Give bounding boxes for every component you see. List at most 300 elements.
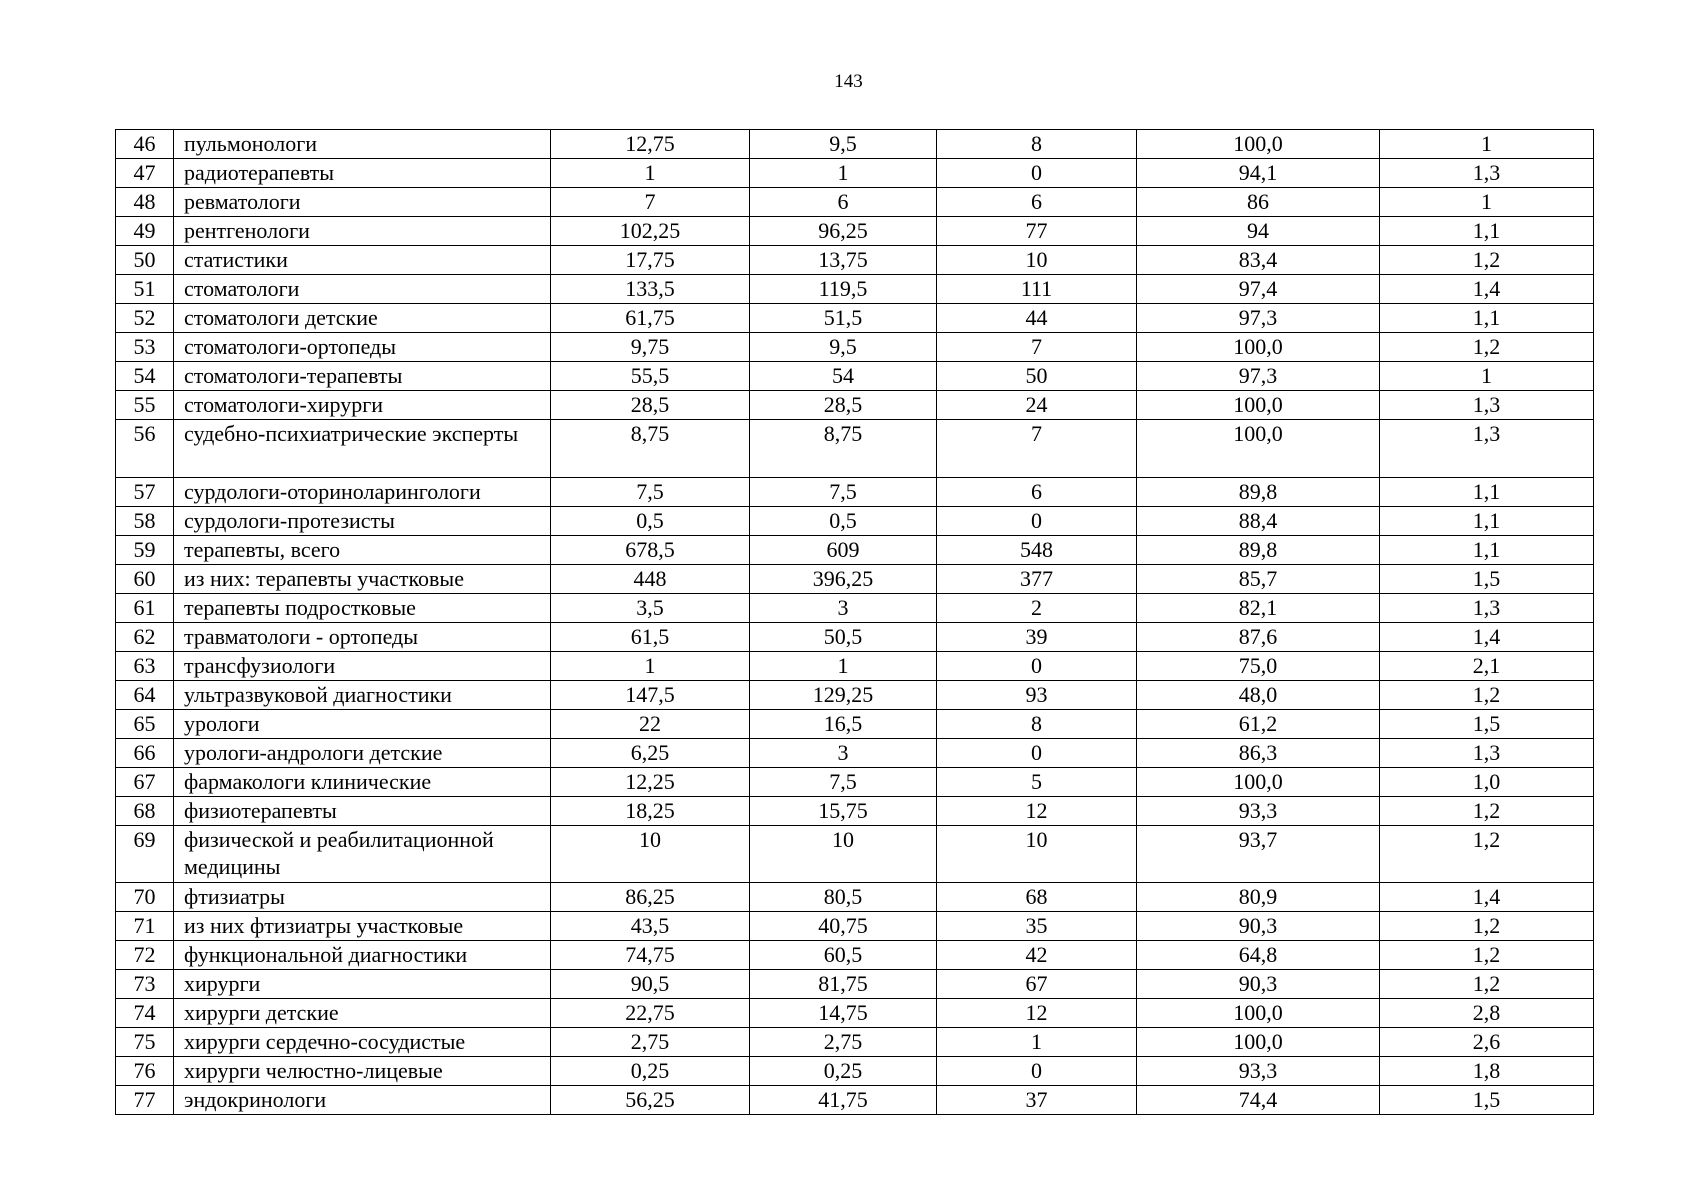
value-col-4: 75,0 <box>1238 652 1278 678</box>
row-number-cell <box>116 275 174 304</box>
value-col-3: 93 <box>1025 681 1048 707</box>
value-col-2: 3 <box>837 739 849 765</box>
value-col-5-cell <box>1380 564 1594 593</box>
value-col-5-cell <box>1380 970 1594 999</box>
value-col-3-cell <box>937 304 1137 333</box>
value-col-1: 12,25 <box>625 768 675 794</box>
value-col-3-cell <box>937 391 1137 420</box>
value-col-4-cell <box>1137 1086 1380 1115</box>
value-col-2-cell <box>750 593 937 622</box>
row-number-cell <box>116 420 174 478</box>
value-col-4-cell <box>1137 217 1380 246</box>
value-col-1-cell <box>551 999 750 1028</box>
value-col-1-cell <box>551 535 750 564</box>
row-number-cell <box>116 159 174 188</box>
value-col-1-cell <box>551 217 750 246</box>
row-number: 64 <box>133 681 156 707</box>
value-col-2-cell <box>750 275 937 304</box>
row-number-cell <box>116 506 174 535</box>
specialty-name-cell <box>174 391 551 420</box>
value-col-4: 97,3 <box>1238 305 1278 330</box>
value-col-3-cell <box>937 333 1137 362</box>
row-number-cell <box>116 651 174 680</box>
value-col-5: 1 <box>1481 131 1492 156</box>
value-col-5-cell <box>1380 1057 1594 1086</box>
value-col-3: 7 <box>1031 334 1042 359</box>
row-number-cell <box>116 1086 174 1115</box>
value-col-3: 6 <box>1031 189 1042 214</box>
table-row <box>116 651 1594 680</box>
value-col-4-cell <box>1137 883 1380 912</box>
value-col-3: 50 <box>1025 363 1048 388</box>
specialty-name-cell <box>174 796 551 825</box>
row-number: 75 <box>133 1029 156 1055</box>
value-col-2: 15,75 <box>818 797 868 823</box>
value-col-5-cell <box>1380 217 1594 246</box>
value-col-1: 7,5 <box>636 478 664 504</box>
value-col-2-cell <box>750 420 937 478</box>
row-number-cell <box>116 593 174 622</box>
value-col-3: 8 <box>1031 131 1042 156</box>
value-col-4: 80,9 <box>1238 884 1278 910</box>
value-col-2: 81,75 <box>818 971 868 997</box>
specialty-name: стоматологи-ортопеды <box>184 334 397 359</box>
value-col-3-cell <box>937 738 1137 767</box>
value-col-4-cell <box>1137 420 1380 478</box>
value-col-2: 96,25 <box>818 218 868 243</box>
value-col-2-cell <box>750 333 937 362</box>
table-row <box>116 130 1594 159</box>
value-col-3: 0 <box>1031 1058 1042 1084</box>
specialty-name: сурдологи-протезисты <box>184 507 395 533</box>
value-col-5-cell <box>1380 796 1594 825</box>
specialty-name: стоматологи детские <box>184 305 378 330</box>
specialty-name: эндокринологи <box>184 1087 327 1113</box>
value-col-2: 119,5 <box>818 276 868 301</box>
specialty-name: сурдологи-оториноларингологи <box>184 478 481 504</box>
value-col-4-cell <box>1137 1028 1380 1057</box>
value-col-4-cell <box>1137 825 1380 883</box>
value-col-1-cell <box>551 593 750 622</box>
row-number: 48 <box>133 189 156 214</box>
value-col-5-cell <box>1380 506 1594 535</box>
value-col-5: 1,2 <box>1472 971 1501 997</box>
value-col-4: 82,1 <box>1238 594 1278 620</box>
value-col-3-cell <box>937 825 1137 883</box>
value-col-3-cell <box>937 883 1137 912</box>
value-col-4: 100,0 <box>1233 334 1283 359</box>
value-col-4: 88,4 <box>1238 507 1278 533</box>
row-number: 55 <box>133 392 156 417</box>
value-col-1-cell <box>551 883 750 912</box>
specialty-name-cell <box>174 564 551 593</box>
value-col-5: 1,3 <box>1472 160 1501 185</box>
value-col-4-cell <box>1137 535 1380 564</box>
specialty-name: травматологи - ортопеды <box>184 623 419 649</box>
value-col-2: 1 <box>837 160 849 185</box>
value-col-1: 6,25 <box>630 739 670 765</box>
value-col-1: 61,5 <box>630 623 670 649</box>
row-number-cell <box>116 680 174 709</box>
specialty-name-cell <box>174 970 551 999</box>
value-col-5: 1,3 <box>1472 739 1501 765</box>
table-row <box>116 275 1594 304</box>
value-col-3: 10 <box>1025 247 1048 272</box>
table-row <box>116 246 1594 275</box>
value-col-3-cell <box>937 1028 1137 1057</box>
value-col-5-cell <box>1380 246 1594 275</box>
value-col-2-cell <box>750 535 937 564</box>
value-col-5: 1,1 <box>1472 478 1501 504</box>
table-row <box>116 1086 1594 1115</box>
value-col-3: 377 <box>1020 565 1053 591</box>
row-number: 57 <box>133 478 156 504</box>
value-col-5: 1,2 <box>1472 247 1501 272</box>
value-col-3: 44 <box>1025 305 1048 330</box>
row-number-cell <box>116 970 174 999</box>
specialty-name-cell <box>174 680 551 709</box>
specialty-name-cell <box>174 130 551 159</box>
table-row <box>116 941 1594 970</box>
table-row <box>116 593 1594 622</box>
value-col-1-cell <box>551 275 750 304</box>
specialty-name-cell <box>174 362 551 391</box>
value-col-5-cell <box>1380 535 1594 564</box>
specialty-name-cell <box>174 1086 551 1115</box>
value-col-5: 1 <box>1481 189 1492 214</box>
row-number: 63 <box>133 652 156 678</box>
value-col-1-cell <box>551 709 750 738</box>
specialty-name-cell <box>174 941 551 970</box>
value-col-5: 1,4 <box>1472 623 1501 649</box>
value-col-5: 1,8 <box>1472 1058 1501 1084</box>
row-number: 70 <box>133 884 156 910</box>
specialty-name-cell <box>174 651 551 680</box>
value-col-5: 1,2 <box>1472 797 1501 823</box>
row-number-cell <box>116 130 174 159</box>
value-col-4: 100,0 <box>1233 768 1283 794</box>
value-col-3-cell <box>937 1057 1137 1086</box>
value-col-3: 10 <box>1025 826 1048 852</box>
value-col-2-cell <box>750 1028 937 1057</box>
row-number: 52 <box>133 305 156 330</box>
value-col-5-cell <box>1380 825 1594 883</box>
value-col-1-cell <box>551 970 750 999</box>
value-col-2-cell <box>750 912 937 941</box>
specialty-name: из них: терапевты участковые <box>184 565 464 591</box>
row-number-cell <box>116 391 174 420</box>
value-col-1-cell <box>551 1086 750 1115</box>
table-row <box>116 709 1594 738</box>
value-col-1: 133,5 <box>625 276 675 301</box>
row-number-cell <box>116 477 174 506</box>
value-col-1: 448 <box>633 565 667 591</box>
value-col-5: 1,2 <box>1472 942 1501 968</box>
row-number-cell <box>116 362 174 391</box>
row-number: 56 <box>133 421 156 446</box>
value-col-1: 9,75 <box>630 334 670 359</box>
table-row <box>116 188 1594 217</box>
value-col-1: 86,25 <box>625 884 675 910</box>
value-col-3-cell <box>937 941 1137 970</box>
value-col-4-cell <box>1137 246 1380 275</box>
value-col-1: 678,5 <box>625 536 675 562</box>
specialty-name-cell <box>174 535 551 564</box>
specialty-name-cell <box>174 709 551 738</box>
value-col-3: 548 <box>1020 536 1053 562</box>
specialty-name-cell <box>174 246 551 275</box>
value-col-2-cell <box>750 1086 937 1115</box>
value-col-1-cell <box>551 159 750 188</box>
value-col-4-cell <box>1137 275 1380 304</box>
specialty-name-cell <box>174 912 551 941</box>
specialty-name: физической и реабилитационной медицины <box>184 826 494 879</box>
value-col-4: 85,7 <box>1238 565 1278 591</box>
value-col-2: 13,75 <box>818 247 868 272</box>
specialty-name: судебно-психиатрические эксперты <box>184 421 519 446</box>
value-col-1: 22 <box>639 710 661 736</box>
value-col-5: 1,2 <box>1472 826 1501 852</box>
value-col-3-cell <box>937 506 1137 535</box>
value-col-4: 100,0 <box>1233 421 1283 446</box>
value-col-3: 6 <box>1031 478 1042 504</box>
row-number-cell <box>116 941 174 970</box>
specialty-name: пульмонологи <box>184 131 317 156</box>
value-col-4: 61,2 <box>1238 710 1278 736</box>
value-col-2-cell <box>750 246 937 275</box>
table-row <box>116 217 1594 246</box>
value-col-3: 24 <box>1025 392 1048 417</box>
value-col-2: 54 <box>832 363 854 388</box>
value-col-4-cell <box>1137 333 1380 362</box>
value-col-2-cell <box>750 651 937 680</box>
specialty-name-cell <box>174 217 551 246</box>
specialty-name-cell <box>174 1057 551 1086</box>
value-col-4: 100,0 <box>1233 1000 1283 1026</box>
table-row <box>116 622 1594 651</box>
value-col-3-cell <box>937 564 1137 593</box>
value-col-3-cell <box>937 420 1137 478</box>
value-col-5: 1,0 <box>1472 768 1501 794</box>
value-col-4-cell <box>1137 680 1380 709</box>
value-col-2-cell <box>750 362 937 391</box>
value-col-5: 2,1 <box>1472 652 1501 678</box>
value-col-2-cell <box>750 941 937 970</box>
specialty-name-cell <box>174 477 551 506</box>
table-row <box>116 680 1594 709</box>
value-col-2-cell <box>750 188 937 217</box>
value-col-5: 1,3 <box>1472 392 1501 417</box>
value-col-3: 0 <box>1031 652 1042 678</box>
value-col-5-cell <box>1380 477 1594 506</box>
value-col-4-cell <box>1137 477 1380 506</box>
value-col-4: 100,0 <box>1233 392 1283 417</box>
row-number-cell <box>116 333 174 362</box>
value-col-5-cell <box>1380 680 1594 709</box>
value-col-4: 89,8 <box>1238 536 1278 562</box>
row-number: 50 <box>133 247 156 272</box>
value-col-4: 48,0 <box>1238 681 1278 707</box>
row-number: 73 <box>133 971 156 997</box>
row-number: 72 <box>133 942 156 968</box>
table-row <box>116 420 1594 478</box>
value-col-2: 609 <box>826 536 860 562</box>
value-col-4: 86,3 <box>1238 739 1278 765</box>
value-col-2-cell <box>750 130 937 159</box>
specialty-name-cell <box>174 1028 551 1057</box>
value-col-4-cell <box>1137 362 1380 391</box>
table-row <box>116 1028 1594 1057</box>
value-col-4-cell <box>1137 709 1380 738</box>
value-col-4: 100,0 <box>1233 1029 1283 1055</box>
value-col-1: 0,5 <box>636 507 664 533</box>
table-row <box>116 159 1594 188</box>
row-number: 67 <box>133 768 156 794</box>
value-col-2: 0,25 <box>823 1058 863 1084</box>
specialty-name-cell <box>174 275 551 304</box>
value-col-2: 7,5 <box>829 478 857 504</box>
value-col-5: 1,2 <box>1472 681 1501 707</box>
value-col-1: 18,25 <box>625 797 675 823</box>
value-col-4: 97,4 <box>1238 276 1278 301</box>
row-number: 71 <box>133 913 156 939</box>
specialty-name: стоматологи <box>184 276 300 301</box>
value-col-2: 3 <box>837 594 849 620</box>
row-number: 54 <box>133 363 156 388</box>
value-col-5-cell <box>1380 593 1594 622</box>
specialty-name-cell <box>174 825 551 883</box>
specialty-name: хирурги детские <box>184 1000 339 1026</box>
value-col-4: 93,3 <box>1238 1058 1278 1084</box>
value-col-4-cell <box>1137 391 1380 420</box>
value-col-1: 61,75 <box>625 305 675 330</box>
value-col-4-cell <box>1137 941 1380 970</box>
value-col-3: 5 <box>1031 768 1042 794</box>
value-col-3: 8 <box>1031 710 1042 736</box>
row-number-cell <box>116 564 174 593</box>
value-col-3: 0 <box>1031 507 1042 533</box>
value-col-2-cell <box>750 709 937 738</box>
specialty-name: стоматологи-терапевты <box>184 363 403 388</box>
value-col-3-cell <box>937 912 1137 941</box>
value-col-4: 64,8 <box>1238 942 1278 968</box>
value-col-1: 10 <box>639 826 661 852</box>
row-number-cell <box>116 825 174 883</box>
value-col-3-cell <box>937 970 1137 999</box>
value-col-4: 94,1 <box>1238 160 1278 185</box>
value-col-5: 1,3 <box>1472 594 1501 620</box>
value-col-5-cell <box>1380 420 1594 478</box>
value-col-2: 50,5 <box>823 623 863 649</box>
value-col-3-cell <box>937 246 1137 275</box>
value-col-4: 83,4 <box>1238 247 1278 272</box>
value-col-2: 396,25 <box>812 565 874 591</box>
value-col-2: 9,5 <box>829 334 857 359</box>
value-col-3: 7 <box>1031 421 1042 446</box>
row-number-cell <box>116 999 174 1028</box>
row-number-cell <box>116 188 174 217</box>
value-col-1-cell <box>551 622 750 651</box>
value-col-5-cell <box>1380 738 1594 767</box>
value-col-5: 1,1 <box>1472 305 1501 330</box>
value-col-3-cell <box>937 999 1137 1028</box>
value-col-5-cell <box>1380 1086 1594 1115</box>
specialty-name-cell <box>174 188 551 217</box>
row-number: 61 <box>133 594 156 620</box>
value-col-3: 77 <box>1025 218 1048 243</box>
value-col-3-cell <box>937 709 1137 738</box>
value-col-4: 90,3 <box>1238 971 1278 997</box>
specialty-name: ревматологи <box>184 189 301 214</box>
value-col-3: 1 <box>1031 1029 1042 1055</box>
row-number: 47 <box>133 160 156 185</box>
value-col-1-cell <box>551 420 750 478</box>
specialty-name-cell <box>174 304 551 333</box>
specialty-name: урологи <box>184 710 260 736</box>
specialty-name: функциональной диагностики <box>184 942 468 968</box>
table-row <box>116 796 1594 825</box>
value-col-4: 89,8 <box>1238 478 1278 504</box>
value-col-1-cell <box>551 362 750 391</box>
value-col-3: 12 <box>1025 1000 1048 1026</box>
value-col-2-cell <box>750 970 937 999</box>
value-col-3: 67 <box>1025 971 1048 997</box>
table-row <box>116 1057 1594 1086</box>
value-col-3-cell <box>937 622 1137 651</box>
table-row <box>116 506 1594 535</box>
value-col-4-cell <box>1137 912 1380 941</box>
value-col-3: 12 <box>1025 797 1048 823</box>
value-col-3-cell <box>937 796 1137 825</box>
value-col-1-cell <box>551 246 750 275</box>
value-col-5-cell <box>1380 709 1594 738</box>
row-number-cell <box>116 1028 174 1057</box>
value-col-1-cell <box>551 1057 750 1086</box>
row-number: 59 <box>133 536 156 562</box>
specialty-name: ультразвуковой диагностики <box>184 681 452 707</box>
row-number: 46 <box>133 131 156 156</box>
value-col-3: 68 <box>1025 884 1048 910</box>
row-number-cell <box>116 535 174 564</box>
value-col-5-cell <box>1380 941 1594 970</box>
value-col-5: 1,3 <box>1472 421 1501 446</box>
value-col-5-cell <box>1380 333 1594 362</box>
value-col-4: 97,3 <box>1238 363 1278 388</box>
specialty-name: статистики <box>184 247 288 272</box>
value-col-4-cell <box>1137 796 1380 825</box>
value-col-3: 2 <box>1031 594 1042 620</box>
table-body <box>116 130 1594 1115</box>
value-col-2: 80,5 <box>823 884 863 910</box>
value-col-3-cell <box>937 651 1137 680</box>
specialty-name: урологи-андрологи детские <box>184 739 443 765</box>
row-number: 77 <box>133 1087 156 1113</box>
value-col-5-cell <box>1380 883 1594 912</box>
value-col-4-cell <box>1137 738 1380 767</box>
value-col-5-cell <box>1380 159 1594 188</box>
value-col-5: 1,5 <box>1472 565 1501 591</box>
value-col-3-cell <box>937 159 1137 188</box>
value-col-1-cell <box>551 796 750 825</box>
value-col-5-cell <box>1380 275 1594 304</box>
value-col-1-cell <box>551 333 750 362</box>
row-number-cell <box>116 304 174 333</box>
value-col-4-cell <box>1137 130 1380 159</box>
specialty-name: стоматологи-хирурги <box>184 392 384 417</box>
value-col-5: 2,8 <box>1472 1000 1501 1026</box>
value-col-4: 90,3 <box>1238 913 1278 939</box>
specialty-name-cell <box>174 767 551 796</box>
